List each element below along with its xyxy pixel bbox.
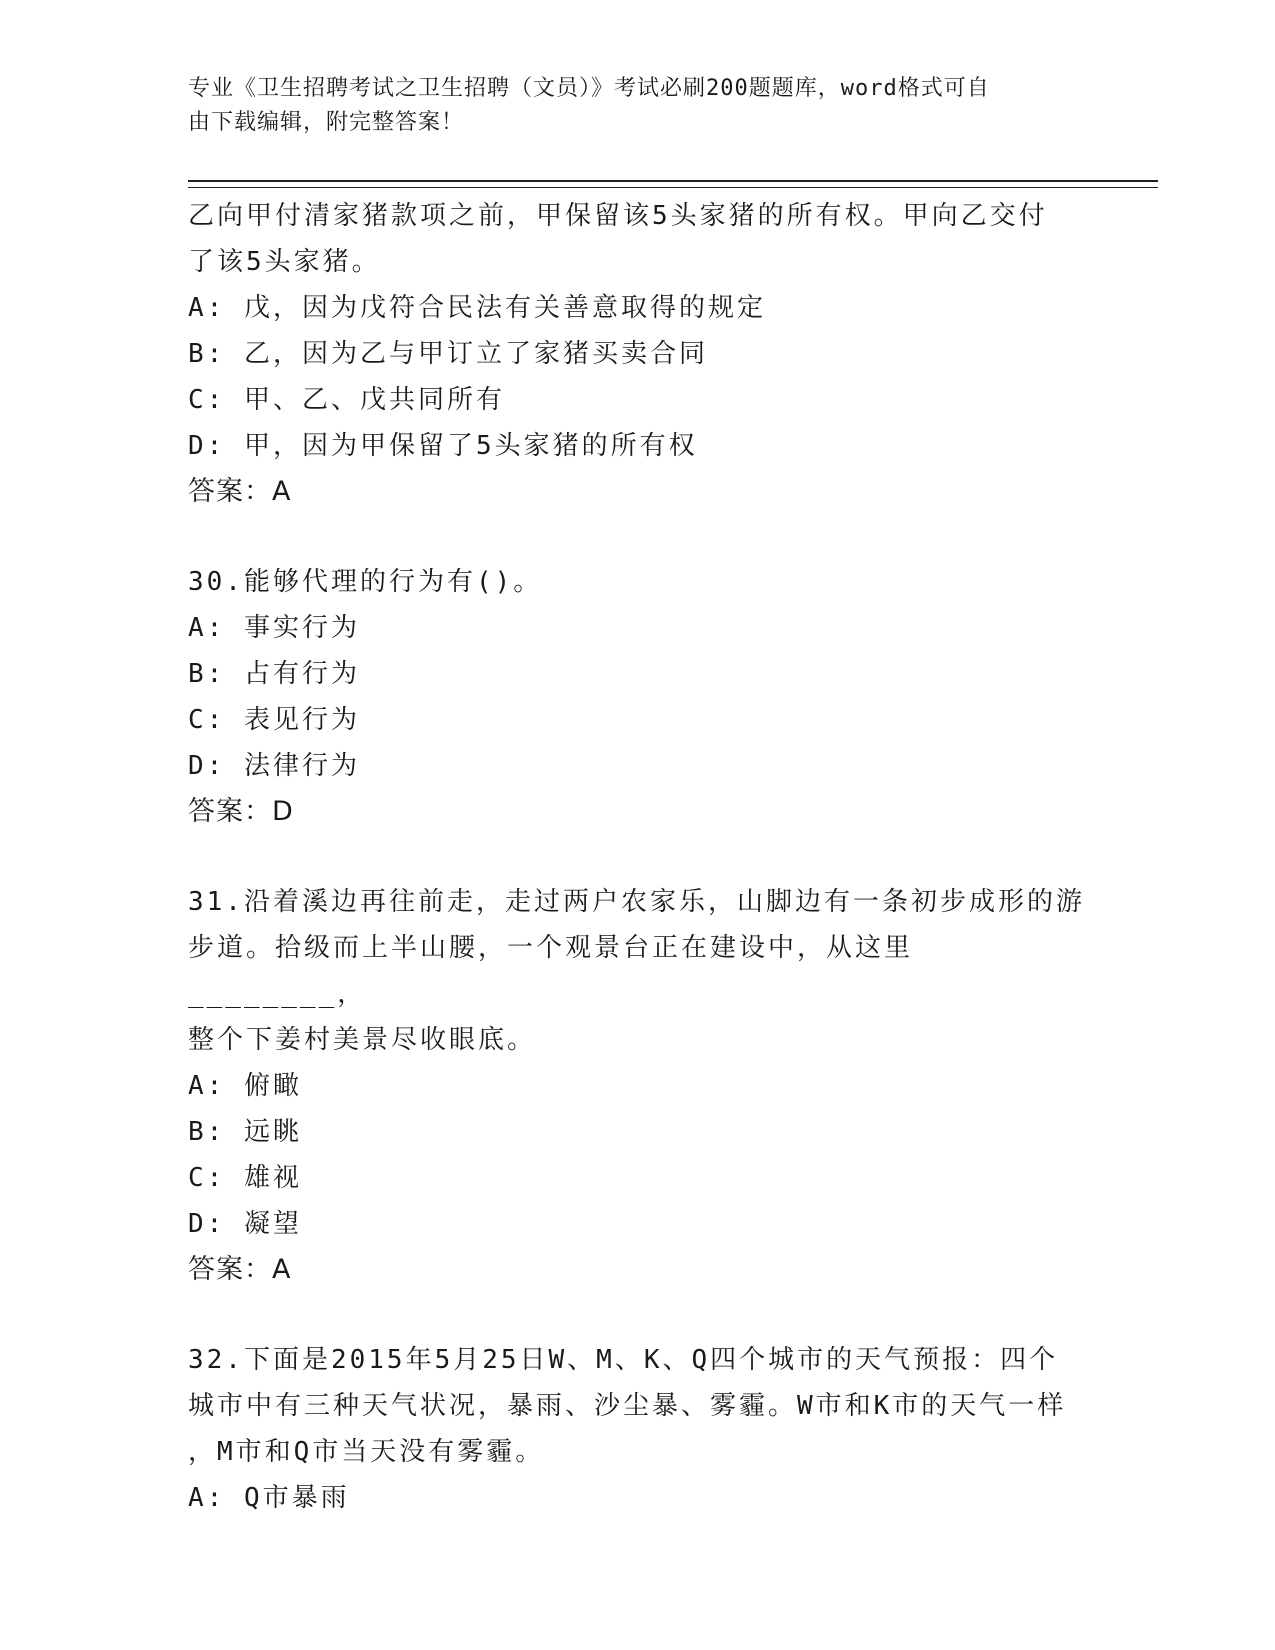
option-b: B: 占有行为 — [188, 659, 360, 689]
question-text-line: 了该5头家猪。 — [188, 247, 381, 277]
option-c: C: 雄视 — [188, 1163, 302, 1193]
document-body — [188, 193, 1088, 1521]
option-c: C: 甲、乙、戊共同所有 — [188, 385, 505, 415]
option-b: B: 远眺 — [188, 1117, 302, 1147]
question-text-line: 31.沿着溪边再往前走，走过两户农家乐，山脚边有一条初步成形的游 — [188, 887, 1085, 917]
question-30 — [188, 559, 1088, 835]
answer-line: 答案：A — [188, 476, 292, 507]
option-a: A: 戊，因为戊符合民法有关善意取得的规定 — [188, 293, 766, 323]
header-divider-thin — [188, 187, 1158, 188]
question-text-line: 整个下姜村美景尽收眼底。 — [188, 1025, 537, 1055]
question-text-line: 30.能够代理的行为有()。 — [188, 567, 543, 597]
option-d: D: 法律行为 — [188, 751, 360, 781]
header-line-1: 专业《卫生招聘考试之卫生招聘（文员）》考试必刷200题题库，word格式可自 — [188, 76, 990, 101]
question-text-line: 步道。拾级而上半山腰，一个观景台正在建设中，从这里________， — [188, 933, 914, 1009]
question-text-line: ，M市和Q市当天没有雾霾。 — [188, 1437, 545, 1467]
option-a: A: Q市暴雨 — [188, 1483, 350, 1513]
question-text-line: 城市中有三种天气状况，暴雨、沙尘暴、雾霾。W市和K市的天气一样 — [188, 1391, 1067, 1421]
question-text-line: 32.下面是2015年5月25日W、M、K、Q四个城市的天气预报：四个 — [188, 1345, 1059, 1375]
option-c: C: 表见行为 — [188, 705, 360, 735]
document-header — [188, 72, 1078, 140]
option-a: A: 俯瞰 — [188, 1071, 302, 1101]
option-a: A: 事实行为 — [188, 613, 360, 643]
option-d: D: 凝望 — [188, 1209, 302, 1239]
question-32 — [188, 1337, 1088, 1521]
question-31 — [188, 879, 1088, 1293]
question-text-line: 乙向甲付清家猪款项之前，甲保留该5头家猪的所有权。甲向乙交付 — [188, 201, 1048, 231]
option-b: B: 乙，因为乙与甲订立了家猪买卖合同 — [188, 339, 708, 369]
header-line-2: 由下载编辑，附完整答案！ — [188, 110, 465, 135]
option-d: D: 甲，因为甲保留了5头家猪的所有权 — [188, 431, 698, 461]
answer-line: 答案：A — [188, 1254, 292, 1285]
answer-line: 答案：D — [188, 796, 294, 827]
question-continuation — [188, 193, 1088, 515]
header-divider-thick — [188, 180, 1158, 182]
